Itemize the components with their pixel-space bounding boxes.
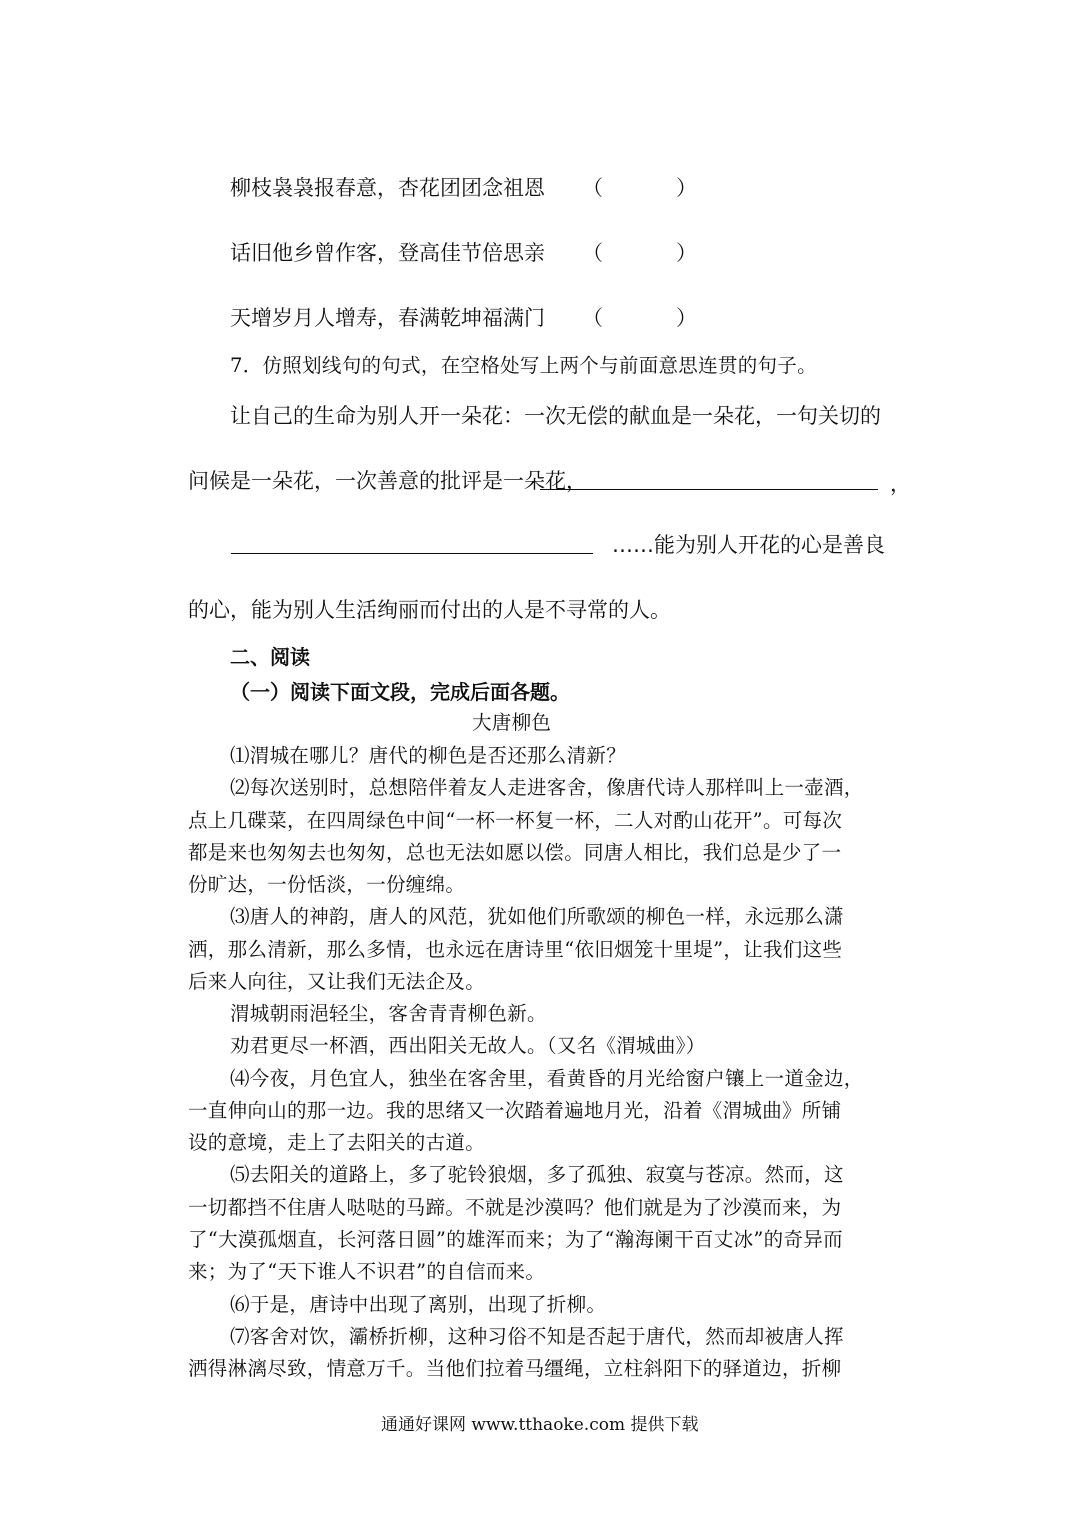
q6-item-1: 柳枝袅袅报春意，杏花团团念祖恩: [230, 176, 545, 200]
section-heading: 二、阅读: [230, 645, 310, 669]
article-line: 设的意境，走上了去阳关的古道。: [188, 1131, 486, 1154]
q6-item-1-paren-open: （: [582, 176, 603, 200]
article-line: 份旷达，一份恬淡，一份缠绵。: [188, 873, 466, 896]
page-footer: 通通好课网 www.tthaoke.com 提供下载: [381, 1415, 699, 1435]
article-line: ⑺客舍对饮，灞桥折柳，这种习俗不知是否起于唐代，然而却被唐人挥: [230, 1325, 844, 1348]
article-line: ⑵每次送别时，总想陪伴着友人走进客舍，像唐代诗人那样叫上一壶酒，: [230, 776, 864, 799]
q7-line-4: 的心，能为别人生活绚丽而付出的人是不寻常的人。: [188, 598, 671, 622]
article-line: ⑸去阳关的道路上，多了驼铃狼烟，多了孤独、寂寞与苍凉。然而，这: [230, 1163, 844, 1186]
article-title: 大唐柳色: [472, 711, 552, 734]
q7-instruction: 7．仿照划线句的句式，在空格处写上两个与前面意思连贯的句子。: [230, 354, 817, 377]
article-line: ⑷今夜，月色宜人，独坐在客舍里，看黄昏的月光给窗户镶上一道金边，: [230, 1067, 864, 1090]
q7-line-3: ……能为别人开花的心是善良: [612, 533, 885, 557]
q6-item-3: 天增岁月人增寿，春满乾坤福满门: [230, 306, 545, 330]
q6-item-2-paren-close: ）: [676, 241, 697, 265]
q6-item-3-paren-close: ）: [676, 306, 697, 330]
article-line: ⑶唐人的神韵，唐人的风范，犹如他们所歌颂的柳色一样，永远那么潇: [230, 905, 844, 928]
article-line: 洒，那么清新，那么多情，也永远在唐诗里“依旧烟笼十里堤”，让我们这些: [188, 938, 843, 961]
q7-line-2: 问候是一朵花，一次善意的批评是一朵花，: [188, 469, 587, 493]
article-line: 来；为了“天下谁人不识君”的自信而来。: [188, 1260, 546, 1283]
article-line: ⑹于是，唐诗中出现了离别，出现了折柳。: [230, 1293, 607, 1316]
article-line: 一直伸向山的那一边。我的思绪又一次踏着遍地月光，沿着《渭城曲》所铺: [188, 1099, 842, 1122]
q6-item-2-paren-open: （: [582, 241, 603, 265]
section-sub-heading: （一）阅读下面文段，完成后面各题。: [230, 680, 570, 704]
article-line: 都是来也匆匆去也匆匆，总也无法如愿以偿。同唐人相比，我们总是少了一: [188, 841, 842, 864]
article-poem-line: 劝君更尽一杯酒，西出阳关无故人。（又名《渭城曲》）: [230, 1034, 706, 1057]
article-line: 后来人向往，又让我们无法企及。: [188, 970, 486, 993]
q6-item-1-paren-close: ）: [676, 176, 697, 200]
q7-line-2-comma: ，: [890, 472, 911, 496]
article-line: ⑴渭城在哪儿？唐代的柳色是否还那么清新？: [230, 744, 627, 767]
q7-line-1: 让自己的生命为别人开一朵花：一次无偿的献血是一朵花，一句关切的: [230, 404, 881, 428]
q6-item-3-paren-open: （: [582, 306, 603, 330]
article-line: 洒得淋漓尽致，情意万千。当他们拉着马缰绳，立柱斜阳下的驿道边，折柳: [188, 1357, 842, 1380]
q7-answer-blank-1[interactable]: [540, 489, 878, 490]
q7-answer-blank-2[interactable]: [231, 553, 593, 554]
article-line: 了“大漠孤烟直，长河落日圆”的雄浑而来；为了“瀚海阑干百丈冰”的奇异而: [188, 1228, 843, 1251]
article-line: 点上几碟菜，在四周绿色中间“一杯一杯复一杯，二人对酌山花开”。可每次: [188, 809, 843, 832]
article-line: 一切都挡不住唐人哒哒的马蹄。不就是沙漠吗？他们就是为了沙漠而来，为: [188, 1196, 842, 1219]
article-poem-line: 渭城朝雨浥轻尘，客舍青青柳色新。: [230, 1002, 547, 1025]
q6-item-2: 话旧他乡曾作客，登高佳节倍思亲: [230, 241, 545, 265]
